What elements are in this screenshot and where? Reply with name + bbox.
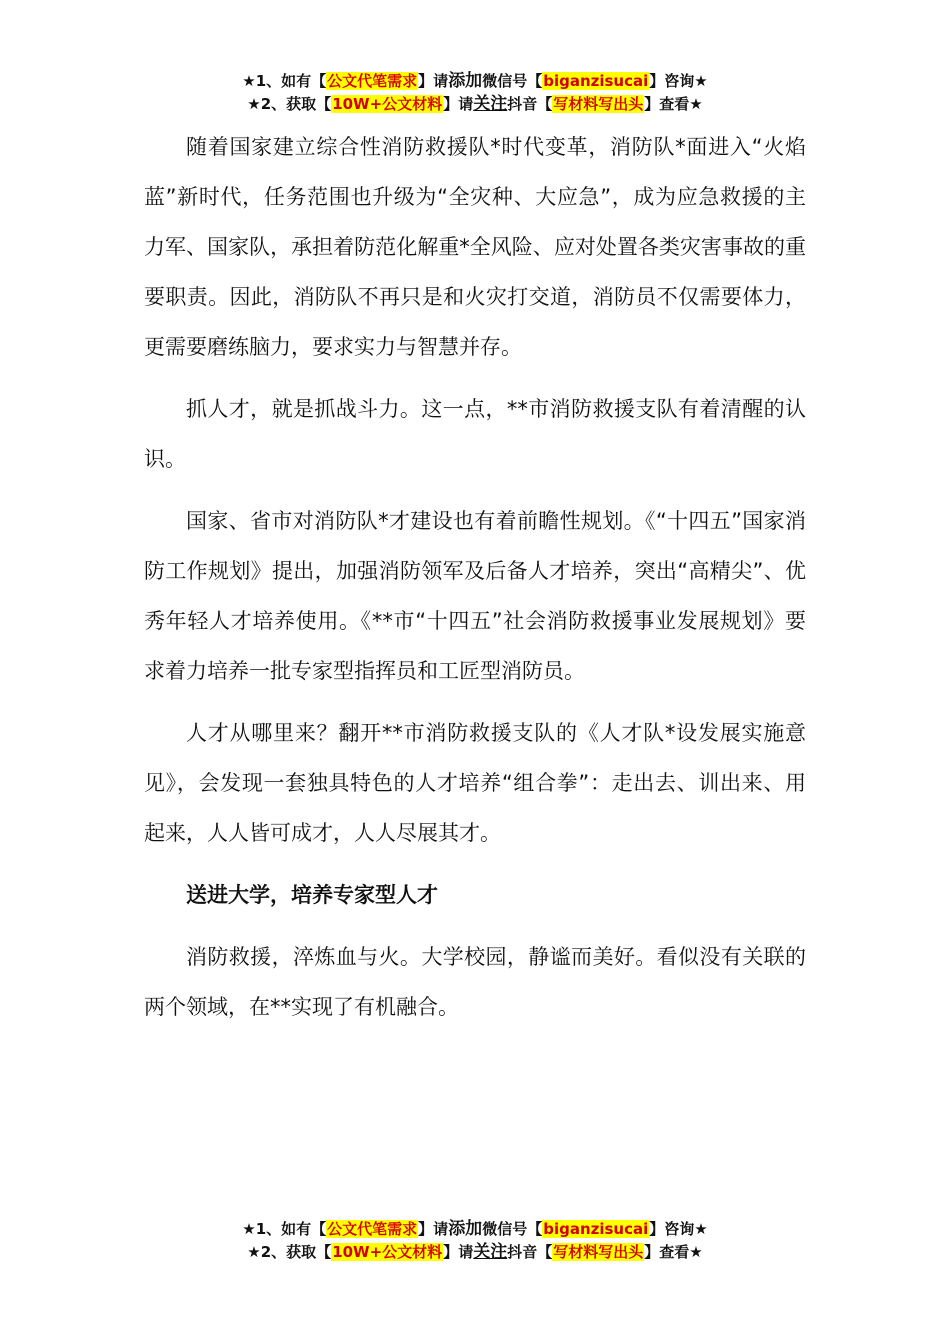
section-heading: 送进大学，培养专家型人才	[186, 883, 438, 907]
banner-line-1: ★1、如有【公文代笔需求】请添加微信号【biganzisucai】咨询★	[242, 1219, 708, 1239]
highlight-materials: 10W+公文材料	[332, 95, 443, 113]
banner-line-2: ★2、获取【10W+公文材料】请关注抖音【写材料写出头】查看★	[247, 94, 703, 114]
document-body	[144, 122, 806, 1044]
paragraph-2: 抓人才，就是抓战斗力。这一点，**市消防救援支队有着清醒的认识。	[144, 397, 806, 471]
highlight-service: 公文代笔需求	[327, 72, 418, 90]
banner-line-2: ★2、获取【10W+公文材料】请关注抖音【写材料写出头】查看★	[247, 1242, 703, 1262]
paragraph-5: 消防救援，淬炼血与火。大学校园，静谧而美好。看似没有关联的两个领域，在**实现了有机融合。	[144, 945, 806, 1019]
footer-banner	[0, 1218, 950, 1264]
header-banner	[0, 70, 950, 116]
paragraph-1: 随着国家建立综合性消防救援队*时代变革，消防队*面进入“火焰蓝”新时代，任务范围也升级为“全灾种、大应急”，成为应急救援的主力军、国家队，承担着防范化解重*全风险、应对处置各类灾害事故的重要职责。因此，消防队不再只是和火灾打交道，消防员不仅需要体力，更需要磨练脑力，要求实力与智慧并存。	[144, 135, 806, 359]
paragraph-3: 国家、省市对消防队*才建设也有着前瞻性规划。《“十四五”国家消防工作规划》提出，加强消防领军及后备人才培养，突出“高精尖”、优秀年轻人才培养使用。《**市“十四五”社会消防救援事业发展规划》要求着力培养一批专家型指挥员和工匠型消防员。	[144, 509, 806, 683]
highlight-wechat-id: biganzisucai	[543, 72, 649, 90]
highlight-materials: 10W+公文材料	[332, 1243, 443, 1261]
highlight-douyin-account: 写材料写出头	[553, 1243, 644, 1261]
highlight-douyin-account: 写材料写出头	[553, 95, 644, 113]
highlight-service: 公文代笔需求	[327, 1220, 418, 1238]
highlight-wechat-id: biganzisucai	[543, 1220, 649, 1238]
paragraph-4: 人才从哪里来？翻开**市消防救援支队的《人才队*设发展实施意见》，会发现一套独具特色的人才培养“组合拳”：走出去、训出来、用起来，人人皆可成才，人人尽展其才。	[144, 721, 806, 845]
banner-line-1: ★1、如有【公文代笔需求】请添加微信号【biganzisucai】咨询★	[242, 71, 708, 91]
